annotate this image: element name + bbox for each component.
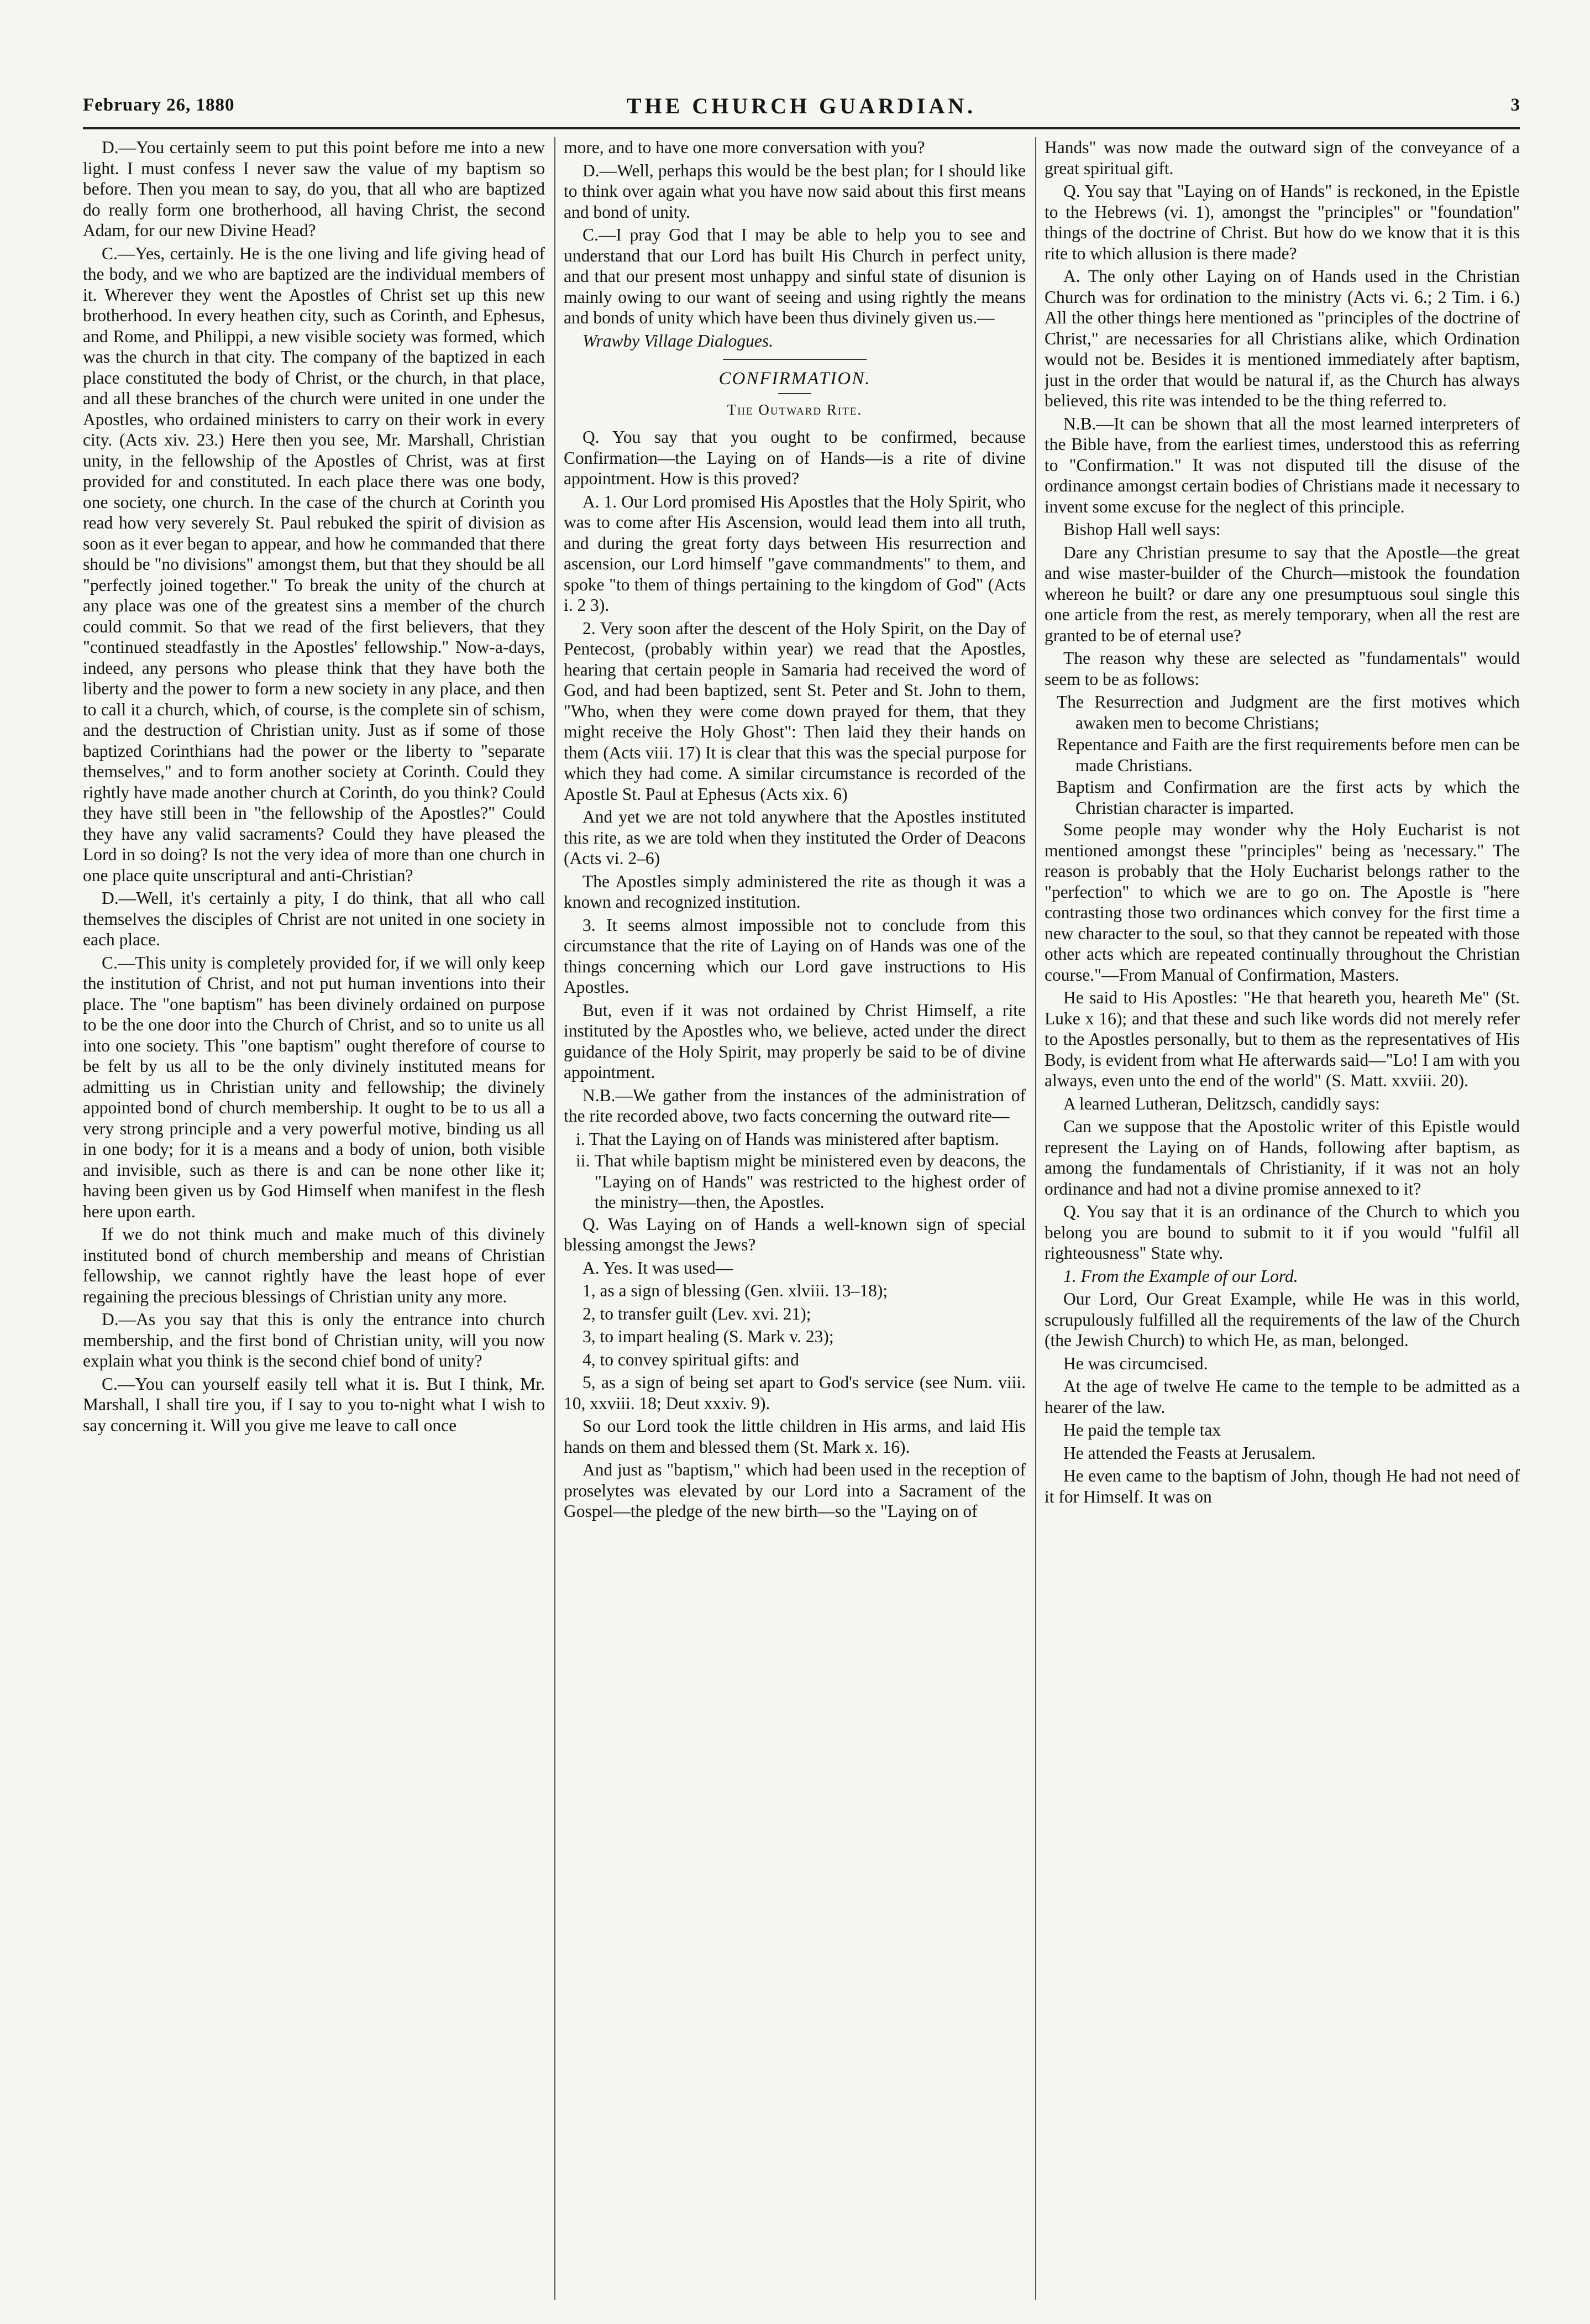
list-item: 2, to transfer guilt (Lev. xvi. 21); — [583, 1304, 811, 1323]
list-item: The Resurrection and Judgment are the first motives which awaken men to become Christians; — [1057, 692, 1520, 732]
column-1 — [83, 137, 545, 2300]
list-item: i. That the Laying on of Hands was ministered after baptism. — [576, 1129, 999, 1149]
question: Q. Was Laying on of Hands a well-known sign of special blessing amongst the Jews? — [564, 1214, 1026, 1254]
paragraph: more, and to have one more conversation with you? — [564, 138, 925, 157]
page-number: 3 — [1510, 95, 1520, 115]
paragraph: And just as "baptism," which had been used in the reception of proselytes was elevated by our Lord into a Sacrament of the Gospel—the pledge of the new birth—so the "Laying on of — [564, 1460, 1026, 1521]
paragraph: So our Lord took the little children in His arms, and laid His hands on them and blessed them (St. Mark x. 16). — [564, 1416, 1026, 1457]
paragraph: C.—You can yourself easily tell what it is. But I think, Mr. Marshall, I shall tire you, if I say to you to-night what I wish to say concerning it. Will you give me leave to call once — [83, 1374, 545, 1435]
newspaper-title: THE CHURCH GUARDIAN. — [626, 93, 977, 118]
paragraph: C.—This unity is completely provided for, if we will only keep the institution of Christ, and not put human inventions into their place. The "one baptism" has been divinely ordained on purpose to be the one door into the Church of Christ, and so to unite us all into one society. This "one baptism" ought therefore of course to be felt by us all to be the only divinely instituted means for admitting us in Christian unity and fellowship; the divinely appointed bond of church membership. It ought to be to us all a very strong principle and a very powerful motive, binding us all in one body; for it is a means and a body of union, both visible and invisible, such as there is and can be none other like it; having been given us by God Himself when manifest in the flesh here upon earth. — [83, 952, 545, 1221]
subheading: 1. From the Example of our Lord. — [1063, 1266, 1298, 1286]
section-title: CONFIRMATION. — [718, 369, 871, 389]
question: Q. You say that it is an ordinance of the Church to which you belong you are bound to submit to it if you would "fulfil all righteousness" State why. — [1045, 1202, 1520, 1263]
paragraph: Some people may wonder why the Holy Eucharist is not mentioned amongst these "principles" being as 'necessary." The reason is probably that the Holy Eucharist belongs rather to the "perfection" to which we are to go on. The Apostle is "here contrasting those two ordinances which convey for the first time a new character to the soul, so that they cannot be repeated with those other acts which are repeated continually throughout the Christian course."—From Manual of Confirmation, Masters. — [1045, 820, 1520, 985]
answer: A. 1. Our Lord promised His Apostles that the Holy Spirit, who was to come after His Ascension, would lead them into all truth, and during the great forty days between His resurrection and ascension, our Lord himself "gave commandments" to them, and spoke "to them of things pertaining to the kingdom of God" (Acts i. 2 3). — [564, 491, 1026, 615]
list-item: Baptism and Confirmation are the first acts by which the Christian character is imparted. — [1057, 777, 1520, 818]
paragraph: D.—Well, it's certainly a pity, I do think, that all who call themselves the disciples of Christ are not united in one society in each place. — [83, 888, 545, 949]
paragraph: Our Lord, Our Great Example, while He was in this world, scrupulously fulfilled all the requirements of the law of the Church (the Jewish Church) to which He, as man, belonged. — [1045, 1289, 1520, 1350]
column-rule-right — [1035, 137, 1036, 2300]
answer: A. Yes. It was used— — [583, 1258, 733, 1278]
section-divider — [723, 359, 867, 360]
list-item: 4, to convey spiritual gifts: and — [583, 1349, 799, 1369]
title-rule — [778, 393, 811, 394]
paragraph: Hands" was now made the outward sign of the conveyance of a great spiritual gift. — [1045, 138, 1520, 178]
quotation: Can we suppose that the Apostolic writer of this Epistle would represent the Laying on of Hands, following after baptism, as among the fundamentals of Christianity, if it was not an holy ordinance and had not a divine promise annexed to it? — [1045, 1117, 1520, 1198]
paragraph: He paid the temple tax — [1063, 1420, 1221, 1440]
answer: The Apostles simply administered the rite as though it was a known and recognized institution. — [564, 871, 1026, 912]
answer: 3. It seems almost impossible not to conclude from this circumstance that the rite of Laying on of Hands was one of the things concerning which our Lord gave instructions to His Apostles. — [564, 915, 1026, 997]
list-item: ii. That while baptism might be ministered even by deacons, the "Laying on of Hands" was restricted to the highest order of the ministry—then, the Apostles. — [576, 1151, 1026, 1212]
list-item: Repentance and Faith are the first requirements before men can be made Christians. — [1057, 735, 1520, 775]
paragraph: C.—I pray God that I may be able to help you to see and understand that our Lord has built His Church in perfect unity, and that our present most unhappy and sinful state of disunion is mainly owing to our want of seeing and using rightly the means and bonds of unity which have been thus divinely given us.— — [564, 225, 1026, 327]
list-item: 5, as a sign of being set apart to God's service (see Num. viii. 10, xxviii. 18; Deut xxxiv. 9). — [564, 1373, 1026, 1413]
column-2 — [564, 137, 1026, 2300]
paragraph: At the age of twelve He came to the temple to be admitted as a hearer of the law. — [1045, 1376, 1520, 1417]
paragraph: D.—You certainly seem to put this point before me into a new light. I must confess I never saw the value of my baptism so before. Then you mean to say, do you, that all who are baptized do really form one brotherhood, all having Christ, the second Adam, for our new Divine Head? — [83, 138, 545, 240]
quotation: The reason why these are selected as "fundamentals" would seem to be as follows: — [1045, 648, 1520, 689]
paragraph: D.—Well, perhaps this would be the best plan; for I should like to think over again what you have now said about this first means and bond of unity. — [564, 160, 1026, 222]
source-signature: Wrawby Village Dialogues. — [583, 331, 774, 350]
paragraph: Bishop Hall well says: — [1063, 520, 1221, 539]
paragraph: If we do not think much and make much of this divinely instituted bond of church membership and means of Christian fellowship, we cannot rightly have the least hope of ever regaining the precious blessings of Christian unity any more. — [83, 1224, 545, 1306]
note: N.B.—It can be shown that all the most learned interpreters of the Bible have, from the earliest times, understood this as referring to "Confirmation." It was not disputed till the disuse of the ordinance amongst certain bodies of Christians made it necessary to invent some excuse for the neglect of this principle. — [1045, 413, 1520, 516]
answer: And yet we are not told anywhere that the Apostles instituted this rite, as we are told when they instituted the Order of Deacons (Acts vi. 2–6) — [564, 807, 1026, 868]
answer: A. The only other Laying on of Hands used in the Christian Church was for ordination to the ministry (Acts vi. 6.; 2 Tim. i 6.) All the other things here mentioned as "principles of the doctrine of Christ," are necessaries for all Christians alike, which Ordination would not be. Besides it is mentioned immediately after baptism, just in the order that would be natural if, as the Church has always believed, this rite was intended to be the thing referred to. — [1045, 266, 1520, 410]
answer: 2. Very soon after the descent of the Holy Spirit, on the Day of Pentecost, (probably within year) we read that the Apostles, hearing that certain people in Samaria had received the word of God, and had been baptized, sent St. Peter and St. John to them, "Who, when they were come down prayed for them, that they might receive the Holy Ghost": Then laid they their hands on them (Acts viii. 17) It is clear that this was the special purpose for which they had come. A similar circumstance is recorded of the Apostle St. Paul at Ephesus (Acts xix. 6) — [564, 618, 1026, 804]
column-3 — [1045, 137, 1520, 2300]
section-subtitle: The Outward Rite. — [727, 401, 863, 418]
quotation: Dare any Christian presume to say that the Apostle—the great and wise master-builder of the Church—mistook the foundation whereon he built? or dare any one presumptuous soul single this one article from the rest, as merely temporary, when all the rest are granted to be of eternal use? — [1045, 542, 1520, 645]
paragraph: He even came to the baptism of John, though He had not need of it for Himself. It was on — [1045, 1466, 1520, 1506]
issue-date: February 26, 1880 — [83, 95, 235, 115]
question: Q. You say that "Laying on of Hands" is reckoned, in the Epistle to the Hebrews (vi. 1), amongst the "principles" or "foundation" things of the doctrine of Christ. But how do we know that it is this rite to which allusion is there made? — [1045, 181, 1520, 263]
question: Q. You say that you ought to be confirmed, because Confirmation—the Laying on of Hands—is a rite of divine appointment. How is this proved? — [564, 427, 1026, 488]
page-header — [83, 83, 1520, 129]
list-item: 1, as a sign of blessing (Gen. xlviii. 13–18); — [583, 1281, 888, 1300]
paragraph: He attended the Feasts at Jerusalem. — [1063, 1443, 1316, 1463]
list-item: 3, to impart healing (S. Mark v. 23); — [583, 1327, 834, 1346]
paragraph: A learned Lutheran, Delitzsch, candidly says: — [1063, 1093, 1380, 1113]
column-rule-left — [554, 137, 555, 2300]
paragraph: He said to His Apostles: "He that heareth you, heareth Me" (St. Luke x 16); and that these and such like words did not merely refer to the Apostles personally, but to them as the representatives of His Body, is evident from what He afterwards said—"Lo! I am with you always, even unto the end of the world" (S. Matt. xxviii. 20). — [1045, 988, 1520, 1090]
paragraph: C.—Yes, certainly. He is the one living and life giving head of the body, and we who are baptized are the individual members of it. Wherever they went the Apostles of Christ set up this new brotherhood. In every heathen city, such as Corinth, and Ephesus, and Rome, and Philippi, a new visible society was formed, which was the church in that city. The company of the baptized in each place constituted the body of Christ, or the church, in that place, and all these branches of the church were united in one under the Apostles, who ordained ministers to carry on their work in every city. (Acts xiv. 23.) Here then you see, Mr. Marshall, Christian unity, in the fellowship of the Apostles of Christ, was at first provided for and constituted. In each place there was one body, one society, one church. In the case of the church at Corinth you read how very severely St. Paul rebuked the spirit of division as soon as it ever began to appear, and how he commanded that there should be "no divisions" amongst them, but that they should be all "perfectly joined together." To break the unity of the church at any place was one of the greatest sins a member of the church could commit. So that we read of the first believers, that they "continued steadfastly in the Apostles' fellowship." Now-a-days, indeed, any persons who please think that they have both the liberty and the power to form a new society in any place, and then to call it a church, which, of course, is the complete sin of schism, and the destruction of Christian unity. Just as if some of those baptized Corinthians had the power or the liberty to "separate themselves," and to form another society at Corinth. Could they rightly have made another church at Corinth, do you think? Could they have still been in "the fellowship of the Apostles?" Could they have any valid sacraments? Could they have pleased the Lord in so doing? Is not the very idea of more than one church in one place quite unscriptural and anti-Christian? — [83, 243, 545, 885]
paragraph: He was circumcised. — [1063, 1353, 1208, 1373]
note: N.B.—We gather from the instances of the administration of the rite recorded above, two facts concerning the outward rite— — [564, 1085, 1026, 1126]
paragraph: D.—As you say that this is only the entrance into church membership, and the first bond of Christian unity, will you now explain what you think is the second chief bond of unity? — [83, 1310, 545, 1370]
answer: But, even if it was not ordained by Christ Himself, a rite instituted by the Apostles who, we believe, acted under the direct guidance of the Holy Spirit, may properly be said to be of divine appointment. — [564, 1000, 1026, 1082]
